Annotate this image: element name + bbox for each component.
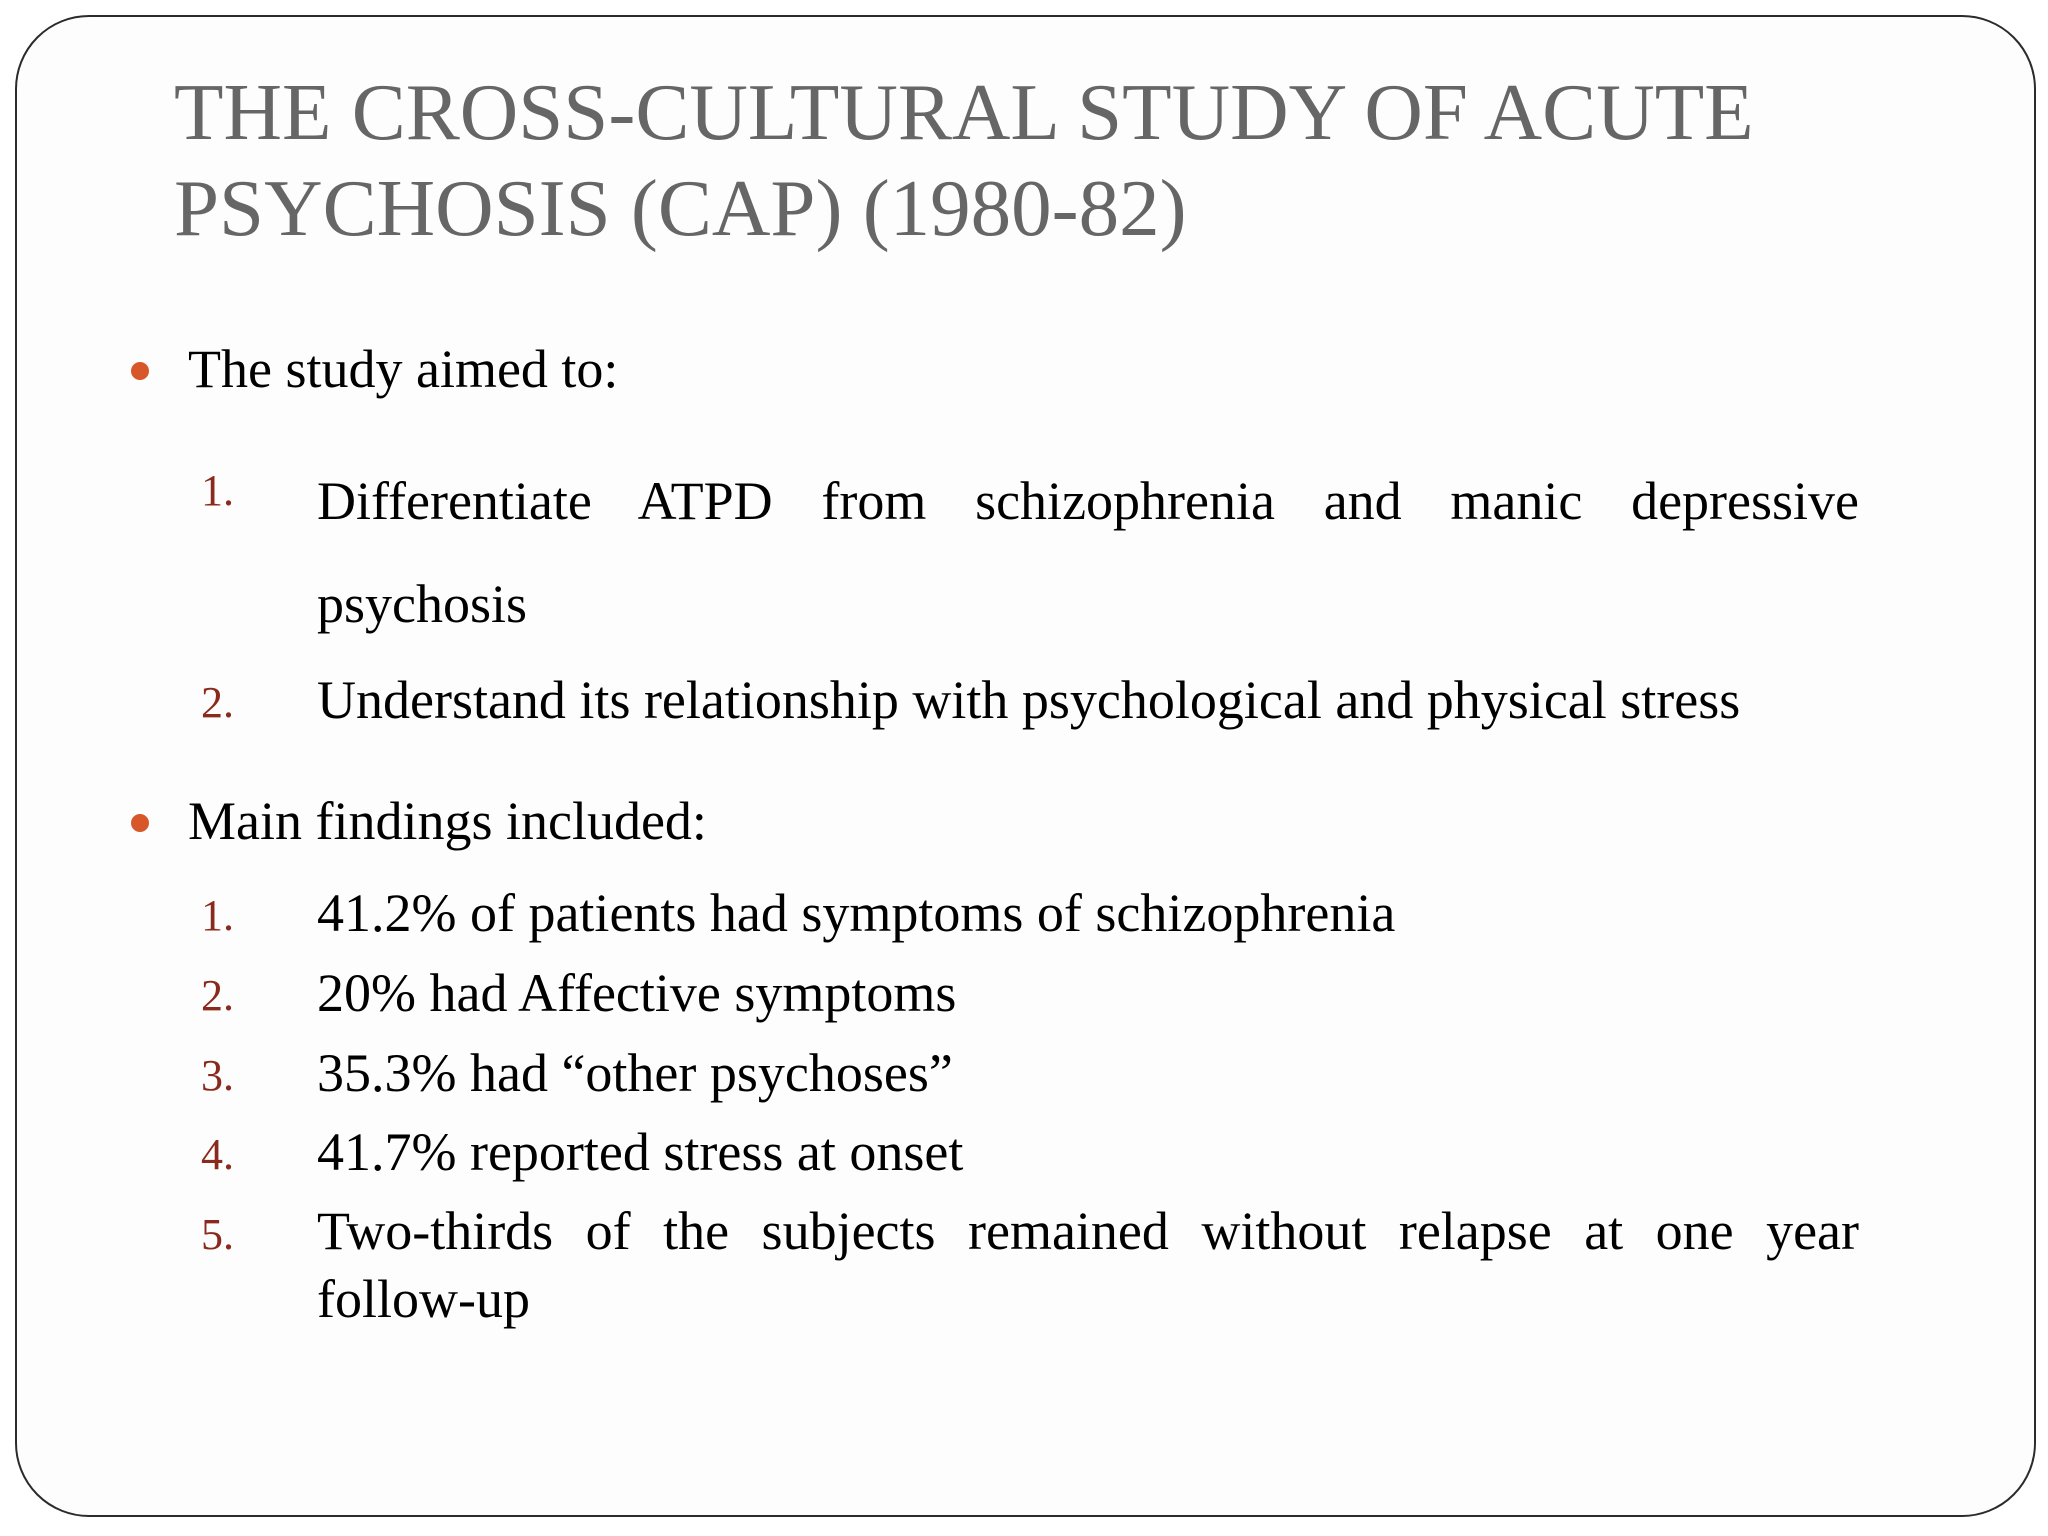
aims-item-number: 2. bbox=[201, 678, 234, 727]
bullet-dot-icon bbox=[131, 814, 149, 832]
aims-item-2: Understand its relationship with psychological and physical stress bbox=[317, 670, 1741, 730]
findings-item-number: 5. bbox=[201, 1210, 234, 1259]
findings-item-2: 20% had Affective symptoms bbox=[317, 963, 957, 1023]
bullet-dot-icon bbox=[131, 362, 149, 380]
findings-item-5-line-2: follow-up bbox=[317, 1269, 530, 1329]
aims-item-1 bbox=[317, 450, 1859, 656]
findings-item-number: 4. bbox=[201, 1130, 234, 1179]
slide-title-line-1: THE CROSS-CULTURAL STUDY OF ACUTE bbox=[174, 67, 1754, 157]
slide-title-line-2: PSYCHOSIS (CAP) (1980-82) bbox=[174, 163, 1187, 253]
findings-item-1: 41.2% of patients had symptoms of schizophrenia bbox=[317, 883, 1396, 943]
findings-item-number: 2. bbox=[201, 971, 234, 1020]
findings-item-5 bbox=[317, 1197, 1859, 1333]
aims-item-1-line-2: psychosis bbox=[317, 574, 528, 634]
slide-title bbox=[174, 64, 1874, 256]
findings-item-5-line-1: Two-thirds of the subjects remained without relapse at one year bbox=[317, 1201, 1859, 1261]
findings-heading: Main findings included: bbox=[188, 791, 707, 851]
findings-item-4: 41.7% reported stress at onset bbox=[317, 1122, 964, 1182]
aims-heading: The study aimed to: bbox=[188, 339, 619, 399]
aims-item-1-line-1: Differentiate ATPD from schizophrenia and manic depressive bbox=[317, 471, 1859, 531]
aims-item-number: 1. bbox=[201, 466, 234, 515]
findings-item-3: 35.3% had “other psychoses” bbox=[317, 1043, 953, 1103]
findings-item-number: 1. bbox=[201, 891, 234, 940]
findings-item-number: 3. bbox=[201, 1051, 234, 1100]
